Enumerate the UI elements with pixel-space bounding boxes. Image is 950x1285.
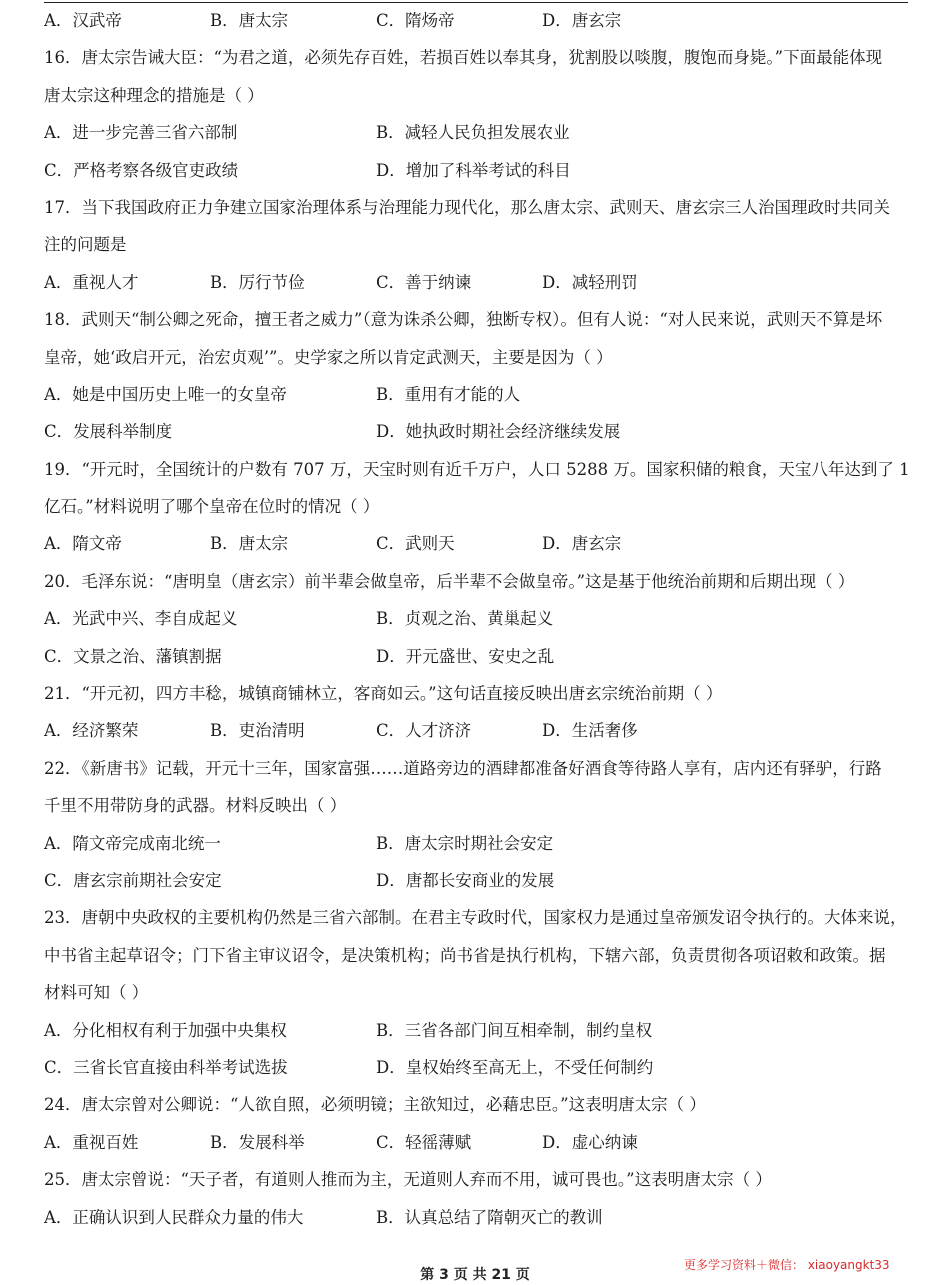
options-row [44, 120, 910, 157]
option-d: D．虚心纳谏 [542, 1132, 638, 1152]
option-a: A．进一步完善三省六部制 [44, 123, 238, 143]
question-line [44, 45, 910, 82]
question-line [44, 83, 910, 120]
option-a: C．发展科举制度 [44, 422, 173, 442]
option-b: B．发展科举 [210, 1132, 305, 1152]
question-text: 注的问题是 [44, 235, 127, 255]
question-text: 材料可知（ ） [44, 983, 149, 1003]
option-a: A．光武中兴、李自成起义 [44, 609, 238, 629]
option-a: A．经济繁荣 [44, 721, 139, 741]
option-a: C．唐玄宗前期社会安定 [44, 870, 222, 890]
question-line [44, 232, 910, 269]
question-line [44, 905, 910, 942]
option-b: D．她执政时期社会经济继续发展 [376, 422, 621, 442]
option-a: C．三省长官直接由科举考试选拔 [44, 1057, 288, 1077]
option-d: D．生活奢侈 [542, 721, 638, 741]
question-text: 18．武则天“制公卿之死命，擅王者之威力”（意为诛杀公卿，独断专权）。但有人说：“对人民来说，武则天不算是坏 [44, 310, 883, 330]
option-a: C．严格考察各级官吏政绩 [44, 160, 239, 180]
option-c: C．武则天 [376, 534, 455, 554]
question-line [44, 345, 910, 382]
question-line [44, 943, 910, 980]
question-text: 亿石。”材料说明了哪个皇帝在位时的情况（ ） [44, 497, 380, 517]
question-line [44, 457, 910, 494]
option-b: B．唐太宗时期社会安定 [376, 833, 554, 853]
question-line [44, 1167, 910, 1204]
option-b: B．三省各部门间互相牵制，制约皇权 [376, 1020, 653, 1040]
question-text: 20．毛泽东说：“唐明皇（唐玄宗）前半辈会做皇帝，后半辈不会做皇帝。”这是基于他统治前期和后期出现（ ） [44, 571, 855, 591]
top-rule [44, 2, 908, 3]
option-a: A．隋文帝完成南北统一 [44, 833, 221, 853]
option-b: D．唐都长安商业的发展 [376, 870, 555, 890]
options-row [44, 718, 910, 755]
options-row [44, 868, 910, 905]
options-row [44, 1018, 910, 1055]
option-b: D．开元盛世、安史之乱 [376, 646, 555, 666]
question-text: 22．《新唐书》记载，开元十三年，国家富强……道路旁边的酒肆都准备好酒食等待路人享有，店内还有驿驴，行路 [44, 758, 882, 778]
option-a: A．她是中国历史上唯一的女皇帝 [44, 384, 287, 404]
option-c: C．轻徭薄赋 [376, 1132, 472, 1152]
options-row [44, 644, 910, 681]
option-a: A．隋文帝 [44, 534, 122, 554]
question-line [44, 681, 910, 718]
option-c: C．人才济济 [376, 721, 472, 741]
options-row [44, 419, 910, 456]
question-line [44, 494, 910, 531]
option-d: D．唐玄宗 [542, 11, 622, 30]
question-line [44, 307, 910, 344]
options-row [44, 1130, 910, 1167]
option-a: A．重视百姓 [44, 1132, 139, 1152]
question-text: 中书省主起草诏令；门下省主审议诏令，是决策机构；尚书省是执行机构，下辖六部，负责贯彻各项诏敕和政策。据 [44, 945, 886, 965]
option-b: B．吏治清明 [210, 721, 305, 741]
options-row [44, 158, 910, 195]
option-c: C．隋炀帝 [376, 11, 455, 30]
option-b: D．皇权始终至高无上，不受任何制约 [376, 1057, 654, 1077]
exam-page-content [44, 8, 910, 1242]
option-b: B．重用有才能的人 [376, 384, 521, 404]
promo-text: 更多学习资料＋微信： xiaoyangkt33 [684, 1258, 890, 1272]
option-a: A．分化相权有利于加强中央集权 [44, 1020, 287, 1040]
question-text: 17．当下我国政府正力争建立国家治理体系与治理能力现代化，那么唐太宗、武则天、唐玄宗三人治国理政时共同关 [44, 197, 890, 217]
question-text: 19．“开元时，全国统计的户数有 707 万，天宝时则有近千万户，人口 5288 万。国家积储的粮食，天宝八年达到了 1 [44, 459, 910, 479]
option-a: A．重视人才 [44, 272, 139, 292]
question-text: 24．唐太宗曾对公卿说：“人欲自照，必须明镜；主欲知过，必藉忠臣。”这表明唐太宗（ ） [44, 1095, 706, 1115]
question-line [44, 1092, 910, 1129]
question-text: 唐太宗这种理念的措施是（ ） [44, 85, 264, 105]
option-b: B．唐太宗 [210, 534, 289, 554]
options-row [44, 270, 910, 307]
option-a: A．正确认识到人民群众力量的伟大 [44, 1207, 304, 1227]
option-b: B．贞观之治、黄巢起义 [376, 609, 554, 629]
options-row [44, 1205, 910, 1242]
options-row [44, 831, 910, 868]
option-b: B．减轻人民负担发展农业 [376, 123, 570, 143]
option-a: A．汉武帝 [44, 11, 122, 30]
option-d: D．唐玄宗 [542, 534, 622, 554]
option-a: C．文景之治、藩镇割据 [44, 646, 222, 666]
question-line [44, 195, 910, 232]
question-text: 21．“开元初，四方丰稔，城镇商铺林立，客商如云。”这句话直接反映出唐玄宗统治前期（ ） [44, 684, 723, 704]
question-text: 皇帝，她‘政启开元，治宏贞观’”。史学家之所以肯定武测天，主要是因为（ ） [44, 347, 613, 367]
options-row [44, 382, 910, 419]
question-text: 16．唐太宗告诫大臣：“为君之道，必须先存百姓，若损百姓以奉其身，犹割股以啖腹，腹饱而身毙。”下面最能体现 [44, 48, 883, 68]
options-row [44, 606, 910, 643]
question-line [44, 756, 910, 793]
options-row [44, 531, 910, 568]
question-text: 23．唐朝中央政权的主要机构仍然是三省六部制。在君主专政时代，国家权力是通过皇帝颁发诏令执行的。大体来说， [44, 908, 907, 928]
option-d: D．减轻刑罚 [542, 272, 638, 292]
question-line [44, 980, 910, 1017]
options-row [44, 8, 910, 45]
option-b: B．认真总结了隋朝灭亡的教训 [376, 1207, 603, 1227]
option-c: C．善于纳谏 [376, 272, 472, 292]
option-b: B．唐太宗 [210, 11, 289, 30]
question-text: 千里不用带防身的武器。材料反映出（ ） [44, 796, 347, 816]
option-b: B．厉行节俭 [210, 272, 305, 292]
page-footer: 第 3 页 共 21 页 [420, 1267, 530, 1283]
question-line [44, 793, 910, 830]
option-b: D．增加了科举考试的科目 [376, 160, 571, 180]
question-text: 25．唐太宗曾说：“天子者，有道则人推而为主，无道则人弃而不用，诚可畏也。”这表明唐太宗（ ） [44, 1170, 772, 1190]
options-row [44, 1055, 910, 1092]
question-line [44, 569, 910, 606]
